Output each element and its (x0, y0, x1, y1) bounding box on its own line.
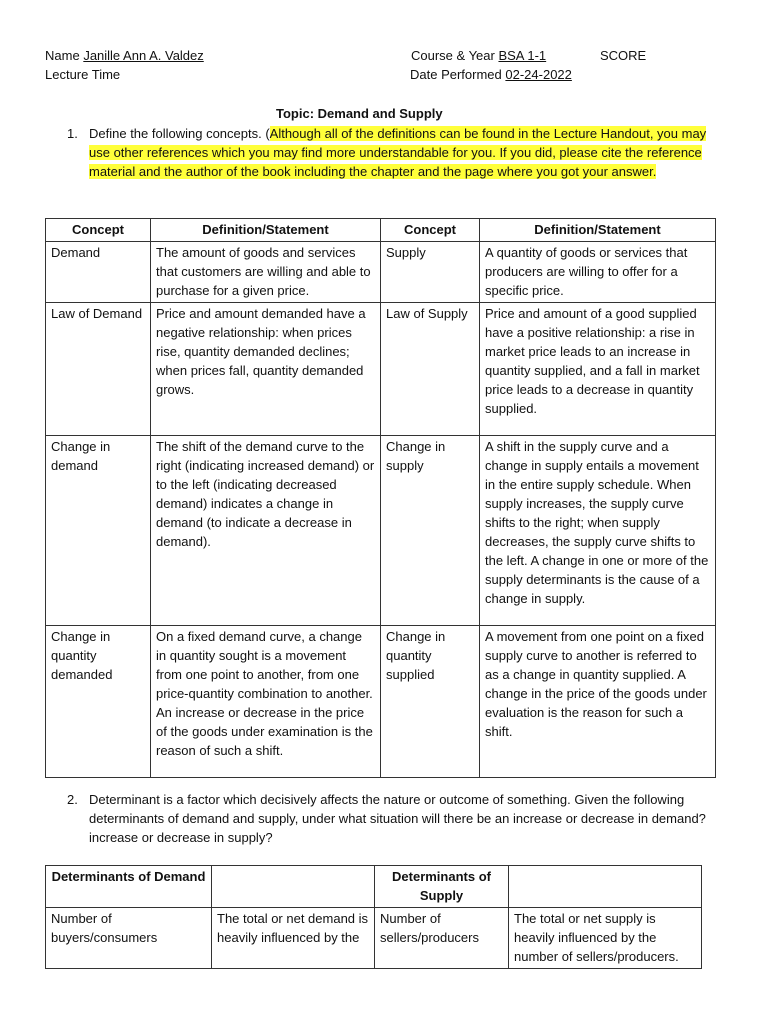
name-row (45, 47, 314, 65)
lecture-row (45, 66, 256, 84)
score-row (600, 47, 690, 65)
question-1-text (89, 124, 707, 181)
header-definition: Definition/Statement (151, 219, 381, 242)
table-row (46, 908, 702, 969)
situation-cell: The total or net demand is heavily influenced by the (212, 908, 375, 969)
header-determinants-demand: Determinants of Demand (46, 866, 212, 908)
header-definition-2: Definition/Statement (480, 219, 716, 242)
topic-title: Topic: Demand and Supply (276, 106, 443, 121)
question-1-plain: Define the following concepts. ( (89, 126, 270, 141)
score-label: SCORE (600, 48, 647, 63)
course-row (411, 47, 554, 65)
definition-cell: A movement from one point on a fixed supply curve to another is referred to as a change in quantity supplied. A change in the price of the goods under evaluation is the reason for such a shift. (480, 626, 716, 778)
question-1-number: 1. (67, 126, 78, 141)
header-concept: Concept (46, 219, 151, 242)
definition-cell: The shift of the demand curve to the right (indicating increased demand) or to the left (indicating decreased demand) indicates a change in demand (to indicate a decrease in demand). (151, 436, 381, 626)
date-label: Date Performed (410, 67, 502, 82)
name-value: Janille Ann A. Valdez (83, 48, 204, 63)
table-row (46, 303, 716, 436)
header-blank-2 (509, 866, 702, 908)
lecture-label: Lecture Time (45, 67, 121, 82)
header-blank (212, 866, 375, 908)
determinants-table (45, 865, 702, 969)
header-determinants-supply: Determinants of Supply (375, 866, 509, 908)
determinants-table-header (46, 866, 702, 908)
concept-cell: Law of Demand (46, 303, 151, 436)
definition-cell: On a fixed demand curve, a change in quantity sought is a movement from one point to another, from one price-quantity combination to another. An increase or decrease in the price of the goods under examination is the reason of such a shift. (151, 626, 381, 778)
table-row (46, 436, 716, 626)
concept-cell: Change in demand (46, 436, 151, 626)
question-2-number: 2. (67, 792, 78, 807)
question-1-highlight: Although all of the definitions can be found in the Lecture Handout, you may use other references which you may find more understandable for you. If you did, please cite the reference material and the author of the book including the chapter and the page where you got your answer. (89, 126, 707, 179)
date-row (410, 66, 572, 84)
name-label: Name (45, 48, 80, 63)
table-row (46, 242, 716, 303)
concept-cell: Law of Supply (381, 303, 480, 436)
concept-cell: Demand (46, 242, 151, 303)
definition-cell: A shift in the supply curve and a change in supply entails a movement in the entire supply schedule. When supply increases, the supply curve shifts to the right; when supply decreases, the supply curve shifts to the left. A change in one or more of the supply determinants is the cause of a change in supply. (480, 436, 716, 626)
definition-cell: The amount of goods and services that customers are willing and able to purchase for a given price. (151, 242, 381, 303)
course-value: BSA 1-1 (498, 48, 547, 63)
concept-cell: Change in quantity supplied (381, 626, 480, 778)
header-concept-2: Concept (381, 219, 480, 242)
concept-cell: Change in quantity demanded (46, 626, 151, 778)
question-2-text: Determinant is a factor which decisively affects the nature or outcome of something. Given the following determinants of demand and supply, under what situation will there be an increase or decrease in demand? increase or decrease in supply? (89, 792, 706, 845)
determinant-cell: Number of buyers/consumers (46, 908, 212, 969)
definition-cell: Price and amount of a good supplied have a positive relationship: a rise in market price leads to an increase in quantity supplied, and a fall in market price leads to a decrease in quantity supplied. (480, 303, 716, 436)
table-row (46, 626, 716, 778)
definition-cell: Price and amount demanded have a negative relationship: when prices rise, quantity demanded declines; when prices fall, quantity demanded grows. (151, 303, 381, 436)
concepts-table (45, 218, 716, 778)
concepts-table-header (46, 219, 716, 242)
definition-cell: A quantity of goods or services that producers are willing to offer for a specific price. (480, 242, 716, 303)
determinant-cell: Number of sellers/producers (375, 908, 509, 969)
date-value: 02-24-2022 (505, 67, 572, 82)
course-label: Course & Year (411, 48, 495, 63)
situation-cell: The total or net supply is heavily influenced by the number of sellers/producers. (509, 908, 702, 969)
concept-cell: Supply (381, 242, 480, 303)
concept-cell: Change in supply (381, 436, 480, 626)
